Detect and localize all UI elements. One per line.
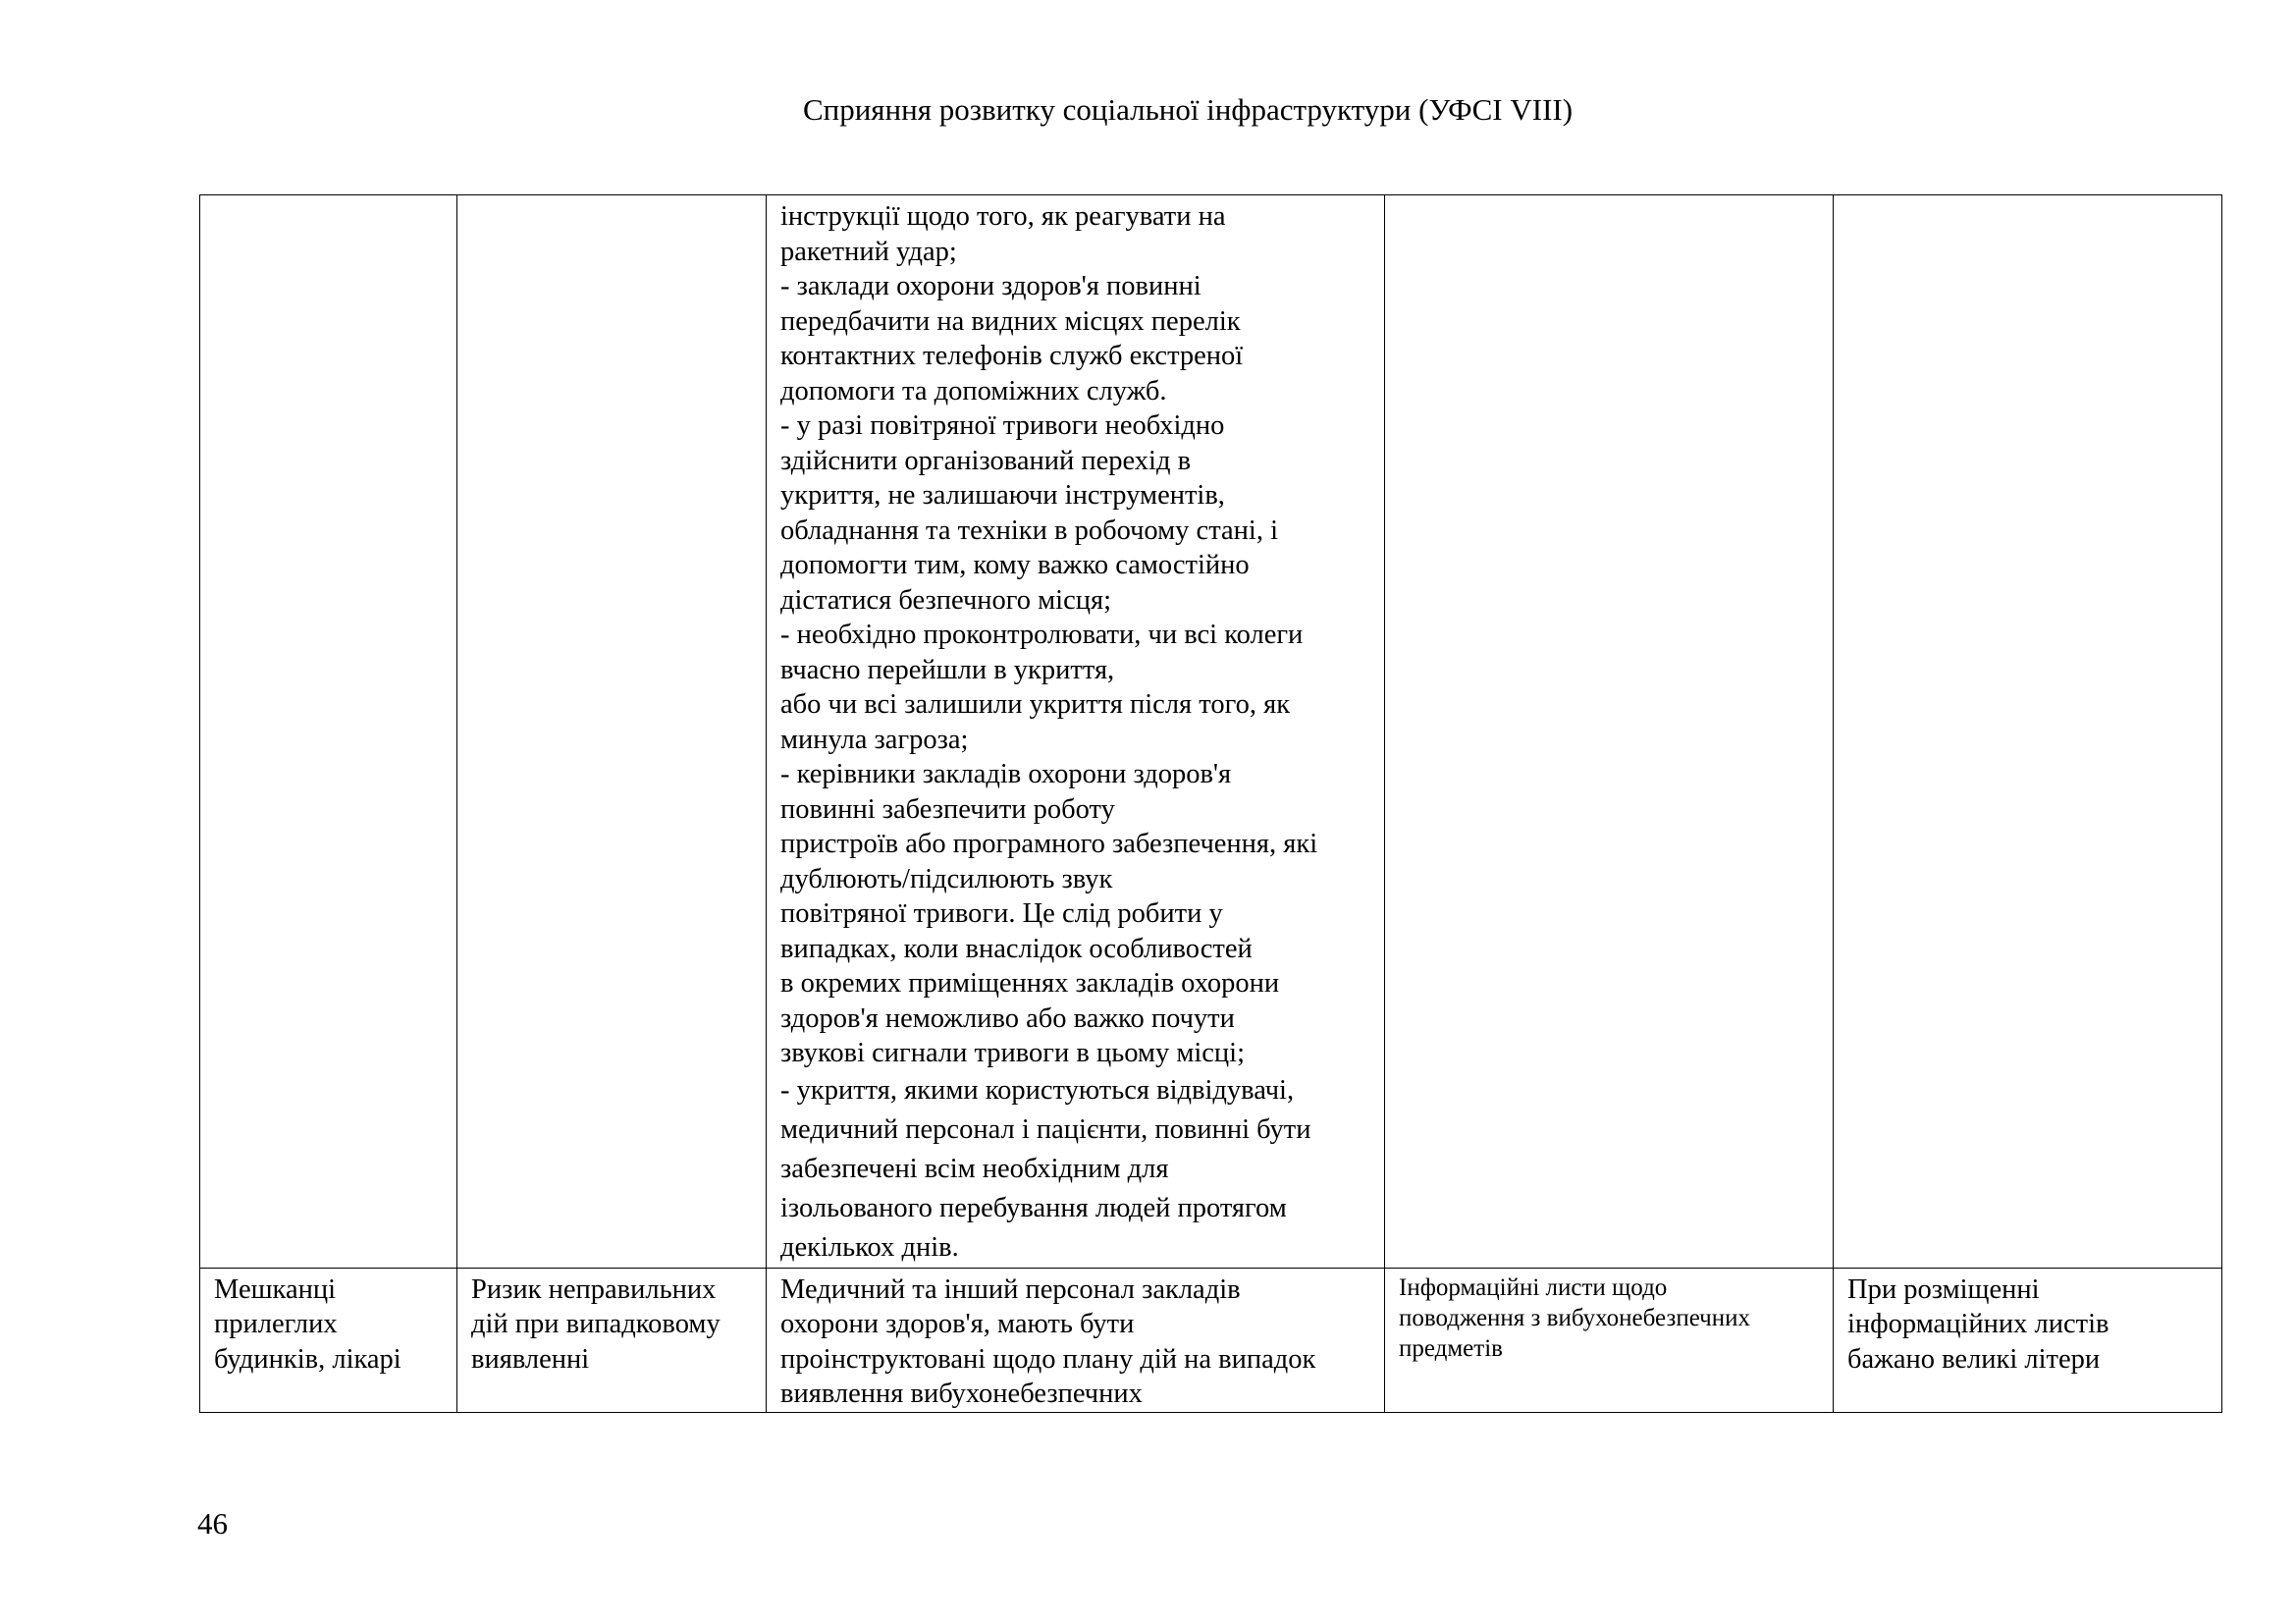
empty-cell-col4 <box>1385 195 1834 1269</box>
continuation-text <box>780 199 1370 1071</box>
text-line: бажано великі літери <box>1847 1343 2101 1375</box>
empty-cell-col2 <box>457 195 767 1269</box>
table-row <box>200 1268 2222 1412</box>
text-line: звукові сигнали тривоги в цьому місці; <box>780 1038 1246 1068</box>
text-line: укриття, не залишаючи інструментів, <box>780 480 1225 511</box>
text-line: будинків, лікарі <box>214 1343 401 1375</box>
text-line: ракетний удар; <box>780 236 957 267</box>
text-line: випадках, коли внаслідок особливостей <box>780 933 1253 964</box>
page-header-title: Сприяння розвитку соціальної інфраструктури (УФСІ VIII) <box>802 92 1574 127</box>
text-line: передбачити на видних місцях перелік <box>780 305 1241 337</box>
text-line: контактних телефонів служб екстреної <box>780 341 1244 371</box>
text-line: декількох днів. <box>780 1231 959 1263</box>
affected-group-cell <box>200 1268 457 1412</box>
measures-cell <box>767 1268 1385 1412</box>
text-line: - у разі повітряної тривоги необхідно <box>780 410 1225 441</box>
empty-cell-col1 <box>200 195 457 1269</box>
text-line: вчасно перейшли в укриття, <box>780 654 1115 685</box>
text-line: або чи всі залишили укриття після того, як <box>780 689 1291 720</box>
text-line: в окремих приміщеннях закладів охорони <box>780 968 1280 999</box>
text-line: допомогти тим, кому важко самостійно <box>780 550 1250 580</box>
text-line: - укриття, якими користуються відвідувачі, <box>780 1074 1295 1106</box>
text-line: інструкції щодо того, як реагувати на <box>780 201 1226 232</box>
materials-cell <box>1385 1268 1834 1412</box>
text-line: обладнання та техніки в робочому стані, і <box>780 514 1278 546</box>
text-line: дій при випадковому <box>471 1309 721 1339</box>
measures-cell-continuation <box>767 195 1385 1269</box>
text-line: минула загроза; <box>780 724 969 755</box>
text-line: поводження з вибухонебезпечних <box>1399 1304 1751 1331</box>
risk-cell <box>457 1268 767 1412</box>
text-line: предметів <box>1399 1334 1503 1362</box>
text-line: При розміщенні <box>1847 1273 2040 1305</box>
continuation-tail-text <box>780 1071 1370 1268</box>
page-number: 46 <box>197 1506 228 1541</box>
text-line: повітряної тривоги. Це слід робити у <box>780 898 1223 929</box>
notes-cell <box>1834 1268 2222 1412</box>
text-line: ізольованого перебування людей протягом <box>780 1192 1287 1223</box>
text-line: здійснити організований перехід в <box>780 445 1192 476</box>
text-line: Ризик неправильних <box>471 1273 717 1305</box>
text-line: прилеглих <box>214 1309 338 1339</box>
empty-cell-col5 <box>1834 195 2222 1269</box>
text-line: пристроїв або програмного забезпечення, які <box>780 829 1318 859</box>
text-line: - керівники закладів охорони здоров'я <box>780 759 1232 789</box>
text-line: виявленні <box>471 1343 590 1375</box>
text-line: медичний персонал і пацієнти, повинні бути <box>780 1113 1311 1145</box>
text-line: - необхідно проконтролювати, чи всі колеги <box>780 620 1304 650</box>
table-row-continuation <box>200 195 2222 1269</box>
text-line: дублюють/підсилюють звук <box>780 863 1113 894</box>
text-line: дістатися безпечного місця; <box>780 584 1112 616</box>
text-line: допомоги та допоміжних служб. <box>780 375 1167 406</box>
text-line: Медичний та інший персонал закладів <box>780 1273 1241 1305</box>
text-line: виявлення вибухонебезпечних <box>780 1379 1143 1409</box>
measures-table <box>199 194 2222 1413</box>
text-line: інформаційних листів <box>1847 1309 2109 1339</box>
text-line: Мешканці <box>214 1273 337 1305</box>
text-line: повинні забезпечити роботу <box>780 793 1115 825</box>
text-line: проінструктовані щодо плану дій на випадок <box>780 1343 1316 1375</box>
text-line: - заклади охорони здоров'я повинні <box>780 271 1201 301</box>
text-line: Інформаційні листи щодо <box>1399 1273 1668 1301</box>
text-line: охорони здоров'я, мають бути <box>780 1309 1135 1339</box>
text-line: забезпечені всім необхідним для <box>780 1153 1169 1184</box>
text-line: здоров'я неможливо або важко почути <box>780 1002 1235 1034</box>
